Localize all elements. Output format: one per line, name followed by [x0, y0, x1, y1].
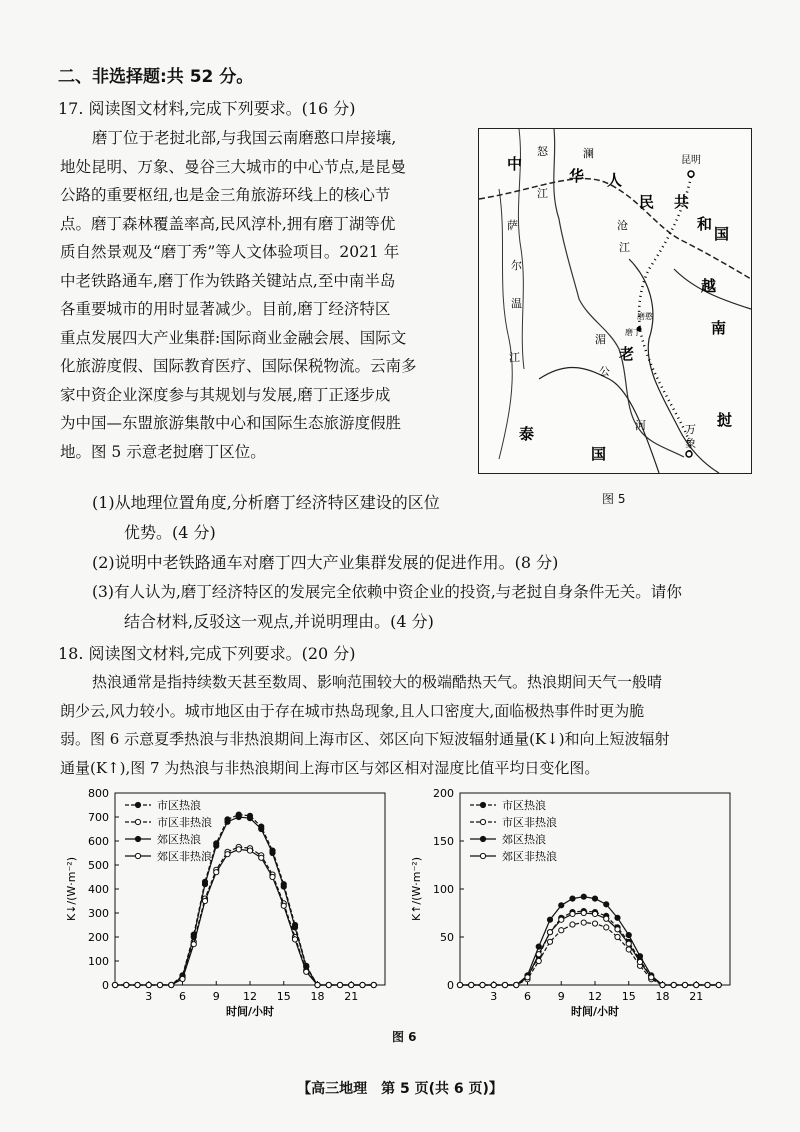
- k-up-legend-3-label: 郊区非热浪: [502, 850, 557, 863]
- k-down-series-2-point: [270, 850, 275, 855]
- k-down-ytick-label: 0: [102, 979, 109, 992]
- q17-line-11: 为中国—东盟旅游集散中心和国际生态旅游度假胜: [60, 414, 402, 432]
- label-wo: 挝: [717, 411, 733, 429]
- q17-sub3-line-a: (3)有人认为,磨丁经济特区的发展完全依赖中资企业的投资,与老挝自身条件无关。请你: [92, 583, 682, 601]
- q17-line-9: 化旅游度假、国际教育医疗、国际保税物流。云南多: [60, 357, 417, 375]
- k-down-series-2-line: [115, 817, 374, 985]
- k-down-series-3-point: [169, 982, 174, 987]
- label-nu: 怒: [537, 145, 548, 158]
- question-17-header: 17. 阅读图文材料,完成下列要求。(16 分): [58, 99, 356, 118]
- k-down-xtick-label: 6: [179, 990, 186, 1003]
- k-up-series-3-point: [615, 927, 620, 932]
- k-down-series-3-point: [360, 982, 365, 987]
- k-down-legend-3-marker: [135, 853, 140, 858]
- k-down-series-3-point: [247, 848, 252, 853]
- k-up-series-1-point: [615, 934, 620, 939]
- k-down-series-2-point: [259, 826, 264, 831]
- k-up-series-3-point: [716, 982, 721, 987]
- k-up-plot-frame: [460, 793, 730, 985]
- k-up-series-2-point: [570, 896, 575, 901]
- k-down-xtick-label: 12: [243, 990, 257, 1003]
- q17-sub2: (2)说明中老铁路通车对磨丁四大产业集群发展的促进作用。(8 分): [92, 553, 559, 572]
- k-down-series-2-point: [236, 814, 241, 819]
- k-down-series-3-point: [112, 982, 117, 987]
- label-cang: 沧: [617, 219, 628, 232]
- page-footer: 【高三地理 第 5 页(共 6 页)】: [297, 1081, 503, 1097]
- q17-line-4: 点。磨丁森林覆盖率高,民风淳朴,拥有磨丁湖等优: [60, 214, 396, 233]
- q17-line-8: 重点发展四大产业集群:国际商业金融会展、国际文: [60, 328, 407, 347]
- q17-line-3: 公路的重要枢纽,也是金三角旅游环线上的核心节: [60, 186, 391, 204]
- k-down-legend-0-label: 市区热浪: [157, 799, 201, 812]
- k-up-series-3-point: [491, 982, 496, 987]
- k-down-legend-2-label: 郊区热浪: [157, 833, 201, 846]
- q17-line-6: 中老铁路通车,磨丁作为铁路关键站点,至中南半岛: [60, 271, 396, 290]
- map-figure-5: [478, 128, 752, 474]
- k-up-series-1-point: [559, 928, 564, 933]
- k-up-legend-2-marker: [480, 836, 485, 841]
- k-down-series-3-point: [157, 982, 162, 987]
- section-title: 二、非选择题:共 52 分。: [58, 67, 254, 87]
- label-moding: 磨丁: [625, 328, 641, 337]
- label-tai-guo: 国: [591, 445, 607, 463]
- kunming-marker: [688, 171, 694, 177]
- k-down-xtick-label: 21: [344, 990, 359, 1003]
- k-up-series-3-point: [457, 982, 462, 987]
- figure-6-caption: 图 6: [392, 1030, 417, 1044]
- k-up-ytick-label: 150: [433, 835, 454, 848]
- question-18-header: 18. 阅读图文材料,完成下列要求。(20 分): [58, 644, 356, 663]
- k-up-series-3-point: [604, 916, 609, 921]
- k-up-series-2-point: [547, 917, 552, 922]
- k-down-legend-2-marker: [135, 836, 140, 841]
- k-up-series-3-line: [460, 913, 719, 985]
- k-up-legend-2-label: 郊区热浪: [502, 833, 546, 846]
- k-up-series-3-point: [671, 982, 676, 987]
- k-up-series-3-point: [637, 959, 642, 964]
- label-nan: 南: [711, 319, 727, 337]
- k-up-ytick-label: 50: [440, 931, 454, 944]
- q18-line-3: 弱。图 6 示意夏季热浪与非热浪期间上海市区、郊区向下短波辐射通量(K↓)和向上短波辐射: [60, 730, 670, 748]
- k-up-xtick-label: 15: [621, 990, 636, 1003]
- label-he: 和: [697, 215, 713, 233]
- k-up-series-3-point: [480, 982, 485, 987]
- k-up-series-3-point: [682, 982, 687, 987]
- k-up-ytick-label: 0: [447, 979, 454, 992]
- k-down-xtick-label: 3: [145, 990, 153, 1003]
- k-up-series-3-point: [469, 982, 474, 987]
- k-up-legend-0-label: 市区热浪: [502, 799, 546, 812]
- k-up-legend-1-label: 市区非热浪: [502, 816, 557, 829]
- k-up-xtick-label: 9: [557, 990, 565, 1003]
- q17-sub3-line-b: 结合材料,反驳这一观点,并说明理由。(4 分): [124, 612, 434, 631]
- k-up-series-3-point: [502, 982, 507, 987]
- k-up-xtick-label: 21: [689, 990, 704, 1003]
- label-gong2: 公: [599, 365, 610, 378]
- k-up-series-3-point: [626, 941, 631, 946]
- k-up-series-1-point: [570, 922, 575, 927]
- label-er: 尔: [511, 259, 522, 272]
- k-down-series-3-point: [371, 982, 376, 987]
- k-up-series-1-point: [604, 925, 609, 930]
- k-down-series-3-point: [135, 982, 140, 987]
- k-down-series-3-point: [281, 903, 286, 908]
- label-lao: 老: [619, 345, 635, 363]
- label-sa-jiang: 江: [509, 351, 520, 364]
- k-up-series-0-line: [460, 911, 719, 985]
- k-up-series-2-point: [581, 894, 586, 899]
- label-yue: 越: [701, 277, 717, 295]
- label-tai: 泰: [519, 425, 535, 443]
- k-up-series-3-point: [592, 911, 597, 916]
- label-guo: 国: [714, 225, 730, 243]
- k-up-series-3-point: [705, 982, 710, 987]
- k-up-series-3-point: [536, 952, 541, 957]
- k-down-series-3-point: [236, 847, 241, 852]
- k-down-series-3-point: [304, 969, 309, 974]
- k-up-legend-3-marker: [480, 853, 485, 858]
- k-down-series-2-point: [281, 884, 286, 889]
- question-18-paragraph: [60, 668, 670, 782]
- q17-line-10: 家中资企业深度参与其规划与发展,磨丁正逐步成: [60, 385, 391, 404]
- k-down-series-2-point: [225, 819, 230, 824]
- k-down-legend-0-marker: [135, 802, 140, 807]
- k-down-series-3-point: [214, 870, 219, 875]
- k-down-series-3-point: [326, 982, 331, 987]
- figure-5-caption: 图 5: [602, 492, 626, 506]
- k-down-ytick-label: 300: [88, 907, 109, 920]
- k-down-x-axis-label: 时间/小时: [225, 1005, 275, 1018]
- k-down-series-3-point: [202, 898, 207, 903]
- k-up-legend-0-marker: [480, 802, 485, 807]
- k-down-series-3-line: [115, 849, 374, 985]
- label-ren: 人: [607, 171, 623, 189]
- k-up-series-3-point: [660, 982, 665, 987]
- k-up-x-axis-label: 时间/小时: [570, 1005, 620, 1018]
- k-down-series-2-point: [214, 843, 219, 848]
- k-down-series-2-point: [292, 925, 297, 930]
- k-up-series-2-point: [592, 896, 597, 901]
- k-down-ytick-label: 500: [88, 859, 109, 872]
- k-down-legend-3-label: 郊区非热浪: [157, 850, 212, 863]
- k-down-series-3-point: [259, 855, 264, 860]
- k-up-xtick-label: 6: [524, 990, 531, 1003]
- k-down-series-3-point: [180, 976, 185, 981]
- k-up-xtick-label: 3: [490, 990, 498, 1003]
- q17-line-1: 磨丁位于老挝北部,与我国云南磨憨口岸接壤,: [92, 129, 397, 147]
- k-down-series-3-point: [337, 982, 342, 987]
- k-up-series-2-line: [460, 897, 719, 985]
- vientiane-marker: [686, 451, 692, 457]
- label-gong: 共: [674, 193, 690, 211]
- k-up-series-3-point: [559, 917, 564, 922]
- k-down-series-3-point: [225, 852, 230, 857]
- k-up-ytick-label: 200: [433, 787, 454, 800]
- q17-line-7: 各重要城市的用时显著减少。目前,磨丁经济特区: [60, 300, 391, 318]
- k-down-series-3-point: [315, 982, 320, 987]
- k-up-xtick-label: 18: [655, 990, 670, 1003]
- k-down-series-3-point: [270, 874, 275, 879]
- k-down-series-3-point: [292, 937, 297, 942]
- chart-k-down: [60, 785, 400, 1025]
- k-down-ytick-label: 400: [88, 883, 109, 896]
- q17-sub1-line-a: (1)从地理位置角度,分析磨丁经济特区建设的区位: [92, 493, 440, 512]
- label-min: 民: [639, 193, 655, 211]
- k-up-y-axis-label: K↑/(W·m⁻²): [410, 856, 423, 922]
- label-wanxiang-2: 象: [685, 437, 696, 450]
- label-hua: 华: [569, 167, 585, 185]
- label-lan: 澜: [583, 147, 594, 160]
- q17-line-5: 质自然景观及“磨丁秀”等人文体验项目。2021 年: [60, 243, 400, 261]
- label-cang-jiang: 江: [619, 241, 630, 254]
- k-up-series-2-point: [559, 903, 564, 908]
- k-down-series-3-point: [146, 982, 151, 987]
- k-down-xtick-label: 18: [310, 990, 325, 1003]
- k-up-series-3-point: [581, 910, 586, 915]
- q18-line-4: 通量(K↑),图 7 为热浪与非热浪期间上海市区与郊区相对湿度比值平均日变化图。: [60, 758, 600, 777]
- chart-k-up: [405, 785, 745, 1025]
- k-up-series-3-point: [570, 911, 575, 916]
- label-wen: 温: [511, 297, 522, 310]
- k-down-series-3-point: [349, 982, 354, 987]
- label-nu-jiang: 江: [537, 187, 548, 200]
- k-up-legend-1-marker: [480, 819, 485, 824]
- q18-line-2: 朗少云,风力较小。城市地区由于存在城市热岛现象,且人口密度大,面临极热事件时更为脆: [60, 701, 645, 720]
- q18-line-1: 热浪通常是指持续数天甚至数周、影响范围较大的极端酷热天气。热浪期间天气一般晴: [92, 673, 663, 691]
- k-down-ytick-label: 700: [88, 811, 109, 824]
- k-down-series-3-point: [191, 942, 196, 947]
- k-up-series-2-point: [626, 932, 631, 937]
- k-down-ytick-label: 800: [88, 787, 109, 800]
- k-up-series-1-point: [581, 920, 586, 925]
- k-down-y-axis-label: K↓/(W·m⁻²): [65, 856, 78, 922]
- question-17-paragraph: [60, 124, 417, 466]
- label-mei: 湄: [595, 333, 606, 346]
- q17-sub1-line-b: 优势。(4 分): [124, 523, 216, 542]
- label-mohan: 磨憨: [637, 312, 653, 321]
- k-down-ytick-label: 200: [88, 931, 109, 944]
- label-sa: 萨: [507, 219, 518, 232]
- k-down-xtick-label: 9: [212, 990, 220, 1003]
- label-kunming: 昆明: [681, 155, 701, 166]
- k-up-series-1-point: [592, 921, 597, 926]
- k-up-series-3-point: [649, 975, 654, 980]
- q17-line-2: 地处昆明、万象、曼谷三大城市的中心节点,是昆曼: [60, 157, 406, 176]
- k-down-ytick-label: 600: [88, 835, 109, 848]
- k-up-series-2-point: [604, 902, 609, 907]
- k-up-series-1-line: [460, 923, 719, 985]
- k-up-series-1-point: [547, 939, 552, 944]
- k-down-series-0-line: [115, 815, 374, 985]
- k-up-series-3-point: [694, 982, 699, 987]
- k-up-series-2-point: [615, 915, 620, 920]
- k-up-series-3-point: [514, 982, 519, 987]
- k-down-series-2-point: [247, 816, 252, 821]
- k-up-series-3-point: [547, 930, 552, 935]
- k-down-plot-frame: [115, 793, 385, 985]
- k-down-ytick-label: 100: [88, 955, 109, 968]
- q17-line-12: 地。图 5 示意老挝磨丁区位。: [60, 442, 266, 461]
- k-up-ytick-label: 100: [433, 883, 454, 896]
- k-up-xtick-label: 12: [588, 990, 602, 1003]
- k-up-series-2-point: [536, 944, 541, 949]
- laos-location-map: [479, 129, 751, 473]
- k-down-xtick-label: 15: [276, 990, 291, 1003]
- k-down-legend-1-marker: [135, 819, 140, 824]
- k-down-series-1-line: [115, 847, 374, 985]
- k-down-series-3-point: [124, 982, 129, 987]
- label-wanxiang-1: 万: [685, 423, 696, 436]
- label-he2: 河: [635, 419, 646, 432]
- k-down-series-2-point: [202, 882, 207, 887]
- k-up-series-3-point: [525, 975, 530, 980]
- label-zhong: 中: [507, 155, 523, 173]
- k-down-legend-1-label: 市区非热浪: [157, 816, 212, 829]
